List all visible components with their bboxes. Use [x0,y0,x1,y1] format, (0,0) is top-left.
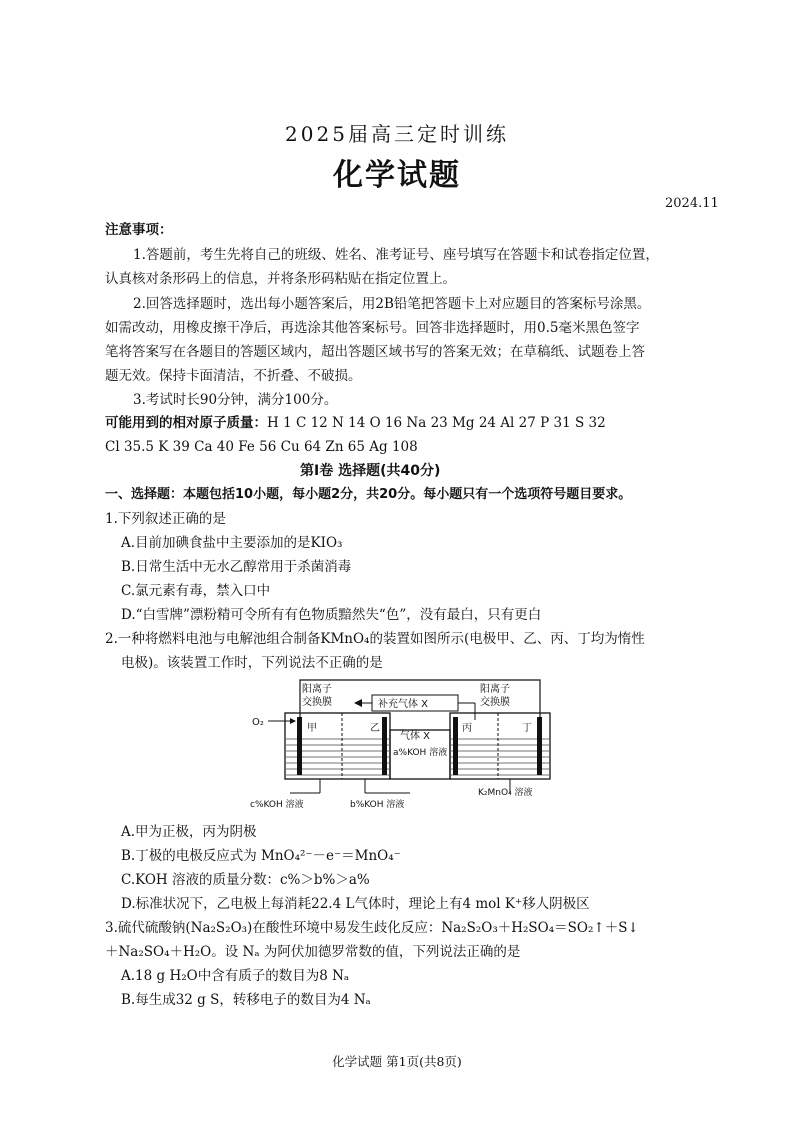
atomic-mass-line-2: Cl 35.5 K 39 Ca 40 Fe 56 Cu 64 Zn 65 Ag 108 [105,439,418,455]
o2-label: O₂ [252,717,264,728]
note-item-2-line-2: 如需改动，用橡皮擦干净后，再选涂其他答案标号。回答非选择题时，用0.5毫米黑色签字 [105,320,640,336]
exam-header: 2025届高三定时训练 [285,122,509,146]
electrode-jia-bar [297,717,302,775]
q3-option-a: A.18 g H₂O中含有质子的数目为8 Nₐ [121,968,350,984]
note-item-3: 3.考试时长90分钟，满分100分。 [133,392,338,408]
note-item-1-line-2: 认真核对条形码上的信息，并将条形码粘贴在指定位置上。 [105,271,456,287]
middle-solution-label: a%KOH 溶液 [393,748,448,758]
q3-stem-line-1: 3.硫代硫酸钠(Na₂S₂O₃)在酸性环境中易发生歧化反应：Na₂S₂O₃＋H₂SO₄＝SO₂↑＋S↓ [105,920,639,936]
electrode-jia-label: 甲 [307,723,317,734]
q3-option-b: B.每生成32 g S，转移电子的数目为4 Nₐ [121,992,371,1008]
membrane-left-label-1: 阳离子 [302,684,332,695]
q3-stem-line-2: ＋Na₂SO₄＋H₂O。设 Nₐ 为阿伏加德罗常数的值，下列说法正确的是 [105,944,521,960]
gas-x-label: 气体 X [400,731,431,742]
note-item-2-line-1: 2.回答选择题时，选出每小题答案后，用2B铅笔把答题卡上对应题目的答案标号涂黑。 [133,296,651,312]
membrane-right-label-2: 交换膜 [480,697,510,708]
q1-stem: 1.下列叙述正确的是 [105,511,226,527]
notes-heading: 注意事项： [105,222,173,238]
section-instructions: 一、选择题：本题包括10小题，每小题2分，共20分。每小题只有一个选项符号题目要求。 [105,487,632,502]
q2-option-d: D.标准状况下，乙电极上每消耗22.4 L气体时，理论上有4 mol K⁺移人阴极区 [121,896,590,912]
q1-option-a: A.目前加碘食盐中主要添加的是KIO₃ [121,535,343,551]
q1-option-d: D.“白雪牌”漂粉精可令所有有色物质黯然失“色”，没有最白，只有更白 [121,607,542,623]
exam-date: 2024.11 [665,196,719,211]
electrode-yi-bar [382,717,387,775]
section-title: 第Ⅰ卷 选择题(共40分) [300,463,441,479]
bottom-arrows [290,779,510,793]
bottom-mid-label: b%KOH 溶液 [350,800,405,810]
electrode-ding-label: 丁 [522,723,532,734]
electrode-bing-label: 丙 [462,723,472,734]
note-item-2-line-3: 笔将答案写在各题目的答题区域内，超出答题区域书写的答案无效；在草稿纸、试题卷上答 [105,344,645,360]
membrane-left-label-2: 交换膜 [302,697,332,708]
atomic-mass-line-1 [105,415,606,431]
subject-title: 化学试题 [333,158,461,193]
electrochemical-diagram [250,675,580,815]
electrode-bing-bar [453,717,458,775]
q2-option-b: B.丁极的电极反应式为 MnO₄²⁻－e⁻＝MnO₄⁻ [121,848,401,864]
q2-stem-line-2: 电极)。该装置工作时，下列说法不正确的是 [121,655,383,671]
electrode-ding-bar [537,717,542,775]
supplement-gas-label: 补充气体 X [378,699,429,710]
q1-option-b: B.日常生活中无水乙醇常用于杀菌消毒 [121,559,352,575]
note-item-2-line-4: 题无效。保持卡面清洁，不折叠、不破损。 [105,368,362,384]
electrode-yi-label: 乙 [370,723,380,734]
q2-stem-line-1: 2.一种将燃料电池与电解池组合制备KMnO₄的装置如图所示(电极甲、乙、丙、丁均为惰性 [105,631,645,647]
atomic-mass-values-1: H 1 C 12 N 14 O 16 Na 23 Mg 24 Al 27 P 31 S 32 [267,415,606,431]
q2-option-a: A.甲为正极，丙为阴极 [121,824,257,840]
bottom-left-label: c%KOH 溶液 [250,800,304,810]
bottom-right-label: K₂MnO₄ 溶液 [478,788,533,798]
atomic-mass-label: 可能用到的相对原子质量： [105,415,267,431]
note-item-1-line-1: 1.答题前，考生先将自己的班级、姓名、准考证号、座号填写在答题卡和试卷指定位置， [133,247,659,263]
page-footer: 化学试题 第1页(共8页) [332,1054,462,1069]
q2-option-c: C.KOH 溶液的质量分数：c%＞b%＞a% [121,872,370,888]
q1-option-c: C.氯元素有毒，禁入口中 [121,583,271,599]
membrane-right-label-1: 阳离子 [480,684,510,695]
